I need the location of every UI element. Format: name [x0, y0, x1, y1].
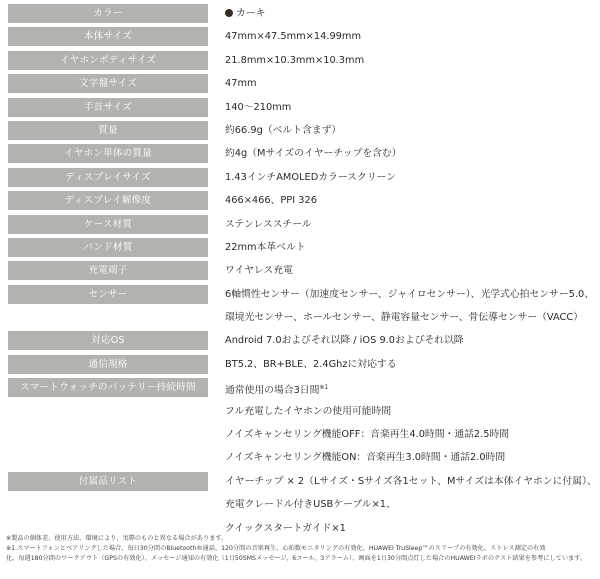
footnote-line: 化、毎週180分間のワークアウト（GPSの有効化）、メッセージ通知の有効化（1日50SMSメッセージ、6コール、3アラーム）、画面を1日30分間点灯した場合のHUAWEIラボのテスト結果を参考にしています。	[6, 555, 587, 563]
spec-value	[225, 27, 600, 46]
spec-label: 通信規格	[8, 355, 208, 374]
spec-value-text: 約4g（Mサイズのイヤーチップを含む）	[225, 148, 402, 160]
spec-row	[0, 378, 600, 467]
spec-row	[0, 121, 600, 140]
spec-label: 充電端子	[8, 261, 208, 280]
spec-label: 対応OS	[8, 331, 208, 350]
spec-values	[225, 4, 600, 23]
spec-value-text: クイックスタートガイド×1	[225, 522, 346, 534]
spec-value-text: 6軸慣性センサー（加速度センサー、ジャイロセンサー）、光学式心拍センサー5.0、	[225, 288, 595, 300]
spec-value	[225, 4, 600, 23]
spec-row	[0, 238, 600, 257]
spec-label: 質量	[8, 121, 208, 140]
spec-row	[0, 285, 600, 327]
spec-values	[225, 285, 600, 327]
spec-values	[225, 191, 600, 210]
spec-value-text: 140～210mm	[225, 101, 292, 113]
spec-row	[0, 98, 600, 117]
spec-values	[225, 331, 600, 350]
spec-label: 本体サイズ	[8, 27, 208, 46]
spec-value-text: 47mm	[225, 78, 257, 90]
footnote-line: ※製品の個体差、使用方法、環境により、実際のものと異なる場合があります。	[6, 535, 228, 542]
spec-values	[225, 144, 600, 163]
spec-value	[225, 308, 600, 327]
spec-label: スマートウォッチのバッテリー持続時間	[8, 378, 208, 397]
spec-row	[0, 51, 600, 70]
spec-value-text: 47mm×47.5mm×14.99mm	[225, 31, 362, 43]
spec-value-text: 充電クレードル付きUSBケーブル×1、	[225, 499, 396, 511]
spec-label: イヤホンボディサイズ	[8, 51, 208, 70]
spec-value-text: ノイズキャンセリング機能ON：音楽再生3.0時間・通話2.0時間	[225, 452, 506, 464]
spec-values	[225, 27, 600, 46]
spec-table	[0, 4, 600, 542]
spec-value	[225, 74, 600, 93]
spec-value-text: ステンレススチール	[225, 218, 312, 230]
spec-row	[0, 191, 600, 210]
spec-label: 文字盤サイズ	[8, 74, 208, 93]
spec-row	[0, 261, 600, 280]
spec-value-text: 通常使用の場合3日間	[225, 385, 320, 397]
spec-value	[225, 448, 600, 467]
spec-value-text: イヤーチップ × 2（Lサイズ・Sサイズ各1セット、Mサイズは本体イヤホンに付属）、	[225, 475, 597, 487]
spec-value-text: 環境光センサー、ホールセンサー、静電容量センサー、骨伝導センサー（VACC）	[225, 312, 584, 324]
spec-label: 手首サイズ	[8, 98, 208, 117]
spec-row	[0, 472, 600, 538]
spec-value	[225, 355, 600, 374]
spec-label: ケース材質	[8, 215, 208, 234]
spec-value	[225, 168, 600, 187]
spec-value	[225, 98, 600, 117]
spec-value-text: ノイズキャンセリング機能OFF：音楽再生4.0時間・通話2.5時間	[225, 429, 510, 441]
spec-value	[225, 51, 600, 70]
footnotes	[6, 534, 596, 565]
spec-values	[225, 98, 600, 117]
spec-value	[225, 378, 600, 397]
spec-row	[0, 74, 600, 93]
spec-values	[225, 355, 600, 374]
spec-value	[225, 402, 600, 421]
spec-value	[225, 472, 600, 491]
footnote-line: ※1.スマートフォンとペアリングした場合、毎日30分間のBluetooth®通話、120分間の音楽再生、心拍数モニタリングの有効化、HUAWEI TruSleep™のスリープの有効化、ストレス測定の有効	[6, 545, 546, 553]
spec-values	[225, 472, 600, 538]
spec-row	[0, 4, 600, 23]
spec-values	[225, 215, 600, 234]
spec-value	[225, 331, 600, 350]
spec-row	[0, 27, 600, 46]
spec-label: ディスプレイ解像度	[8, 191, 208, 210]
spec-value-text: 466×466、PPI 326	[225, 195, 317, 207]
spec-value-text: Android 7.0およびそれ以降 / iOS 9.0およびそれ以降	[225, 335, 464, 347]
spec-value-text: フル充電したイヤホンの使用可能時間	[225, 405, 392, 417]
spec-value	[225, 191, 600, 210]
spec-values	[225, 378, 600, 467]
spec-values	[225, 74, 600, 93]
spec-label: ディスプレイサイズ	[8, 168, 208, 187]
spec-value-text: BT5.2、BR+BLE、2.4Ghzに対応する	[225, 358, 397, 370]
spec-value-text: ワイヤレス充電	[225, 265, 293, 277]
spec-values	[225, 261, 600, 280]
spec-values	[225, 238, 600, 257]
spec-value	[225, 261, 600, 280]
spec-values	[225, 51, 600, 70]
spec-value	[225, 238, 600, 257]
spec-label: イヤホン単体の質量	[8, 144, 208, 163]
spec-row	[0, 168, 600, 187]
spec-row	[0, 355, 600, 374]
spec-value-text: 約66.9g（ベルト含まず）	[225, 124, 342, 136]
spec-label: 付属品リスト	[8, 472, 208, 491]
spec-values	[225, 168, 600, 187]
spec-value-text: カーキ	[236, 8, 266, 19]
spec-value	[225, 121, 600, 140]
footnote-marker: ※1	[319, 384, 329, 392]
spec-value	[225, 285, 600, 304]
spec-row	[0, 331, 600, 350]
spec-value	[225, 495, 600, 514]
spec-value-text: 22mm本革ベルト	[225, 241, 306, 253]
spec-row	[0, 215, 600, 234]
spec-label: バンド材質	[8, 238, 208, 257]
spec-value	[225, 425, 600, 444]
color-swatch-icon	[225, 9, 233, 17]
spec-values	[225, 121, 600, 140]
spec-label: カラー	[8, 4, 208, 23]
spec-value-text: 21.8mm×10.3mm×10.3mm	[225, 54, 365, 66]
spec-value	[225, 144, 600, 163]
spec-value	[225, 215, 600, 234]
spec-row	[0, 144, 600, 163]
spec-label: センサー	[8, 285, 208, 304]
spec-value-text: 1.43インチAMOLEDカラースクリーン	[225, 171, 396, 183]
